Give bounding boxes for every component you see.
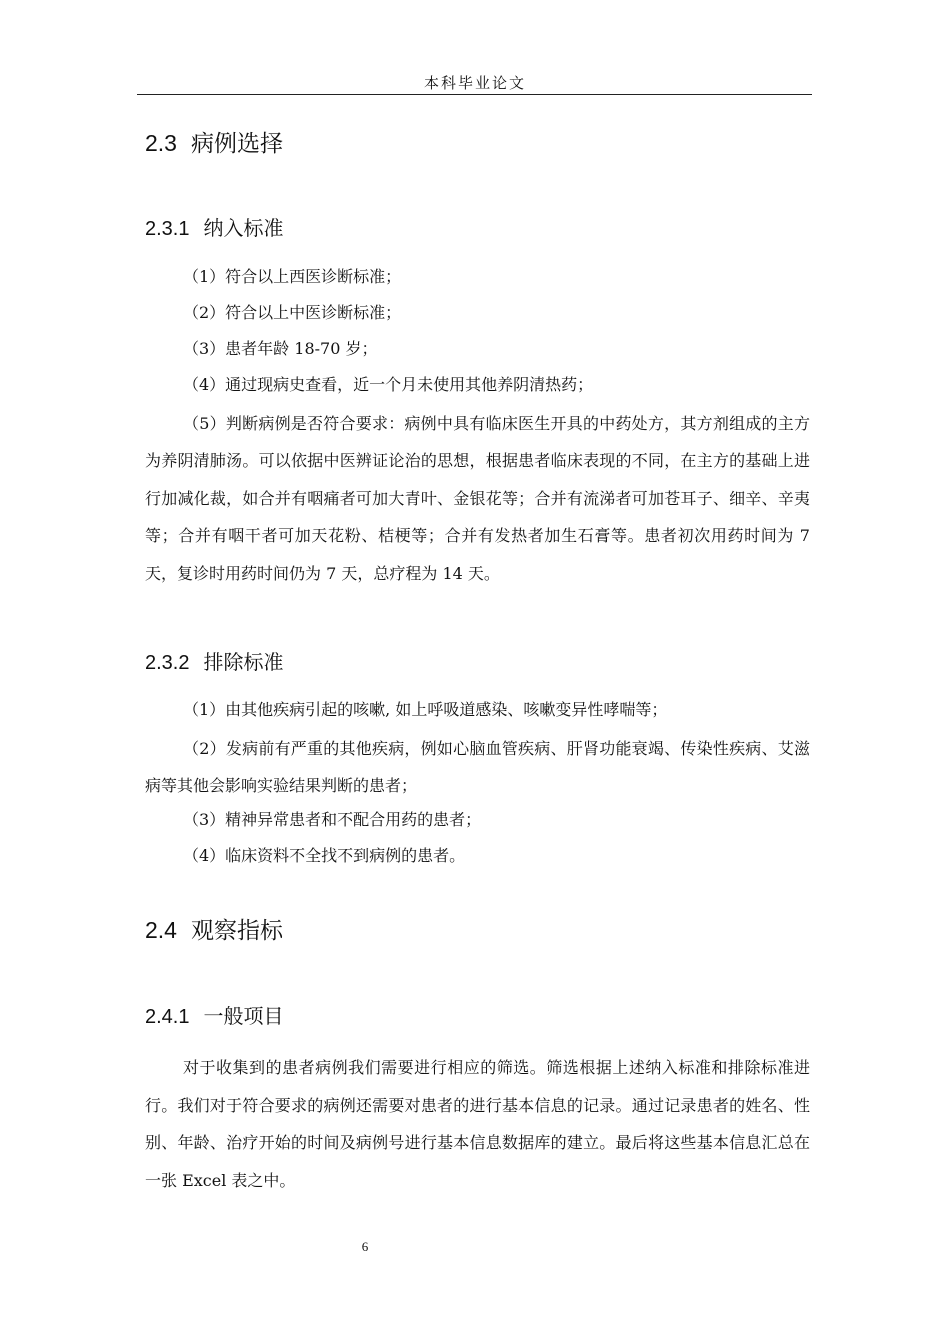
general-items-paragraph: 对于收集到的患者病例我们需要进行相应的筛选。筛选根据上述纳入标准和排除标准进行。我们对于符合要求的病例还需要对患者的进行基本信息的记录。通过记录患者的姓名、性别、年龄、治疗开始的时间及病例号进行基本信息数据库的建立。最后将这些基本信息汇总在一张 Excel 表之中。	[145, 1058, 810, 1190]
header-rule	[137, 94, 812, 95]
inclusion-item-5: （5）判断病例是否符合要求：病例中具有临床医生开具的中药处方，其方剂组成的主方为养阴清肺汤。可以依据中医辨证论治的思想，根据患者临床表现的不同，在主方的基础上进行加减化裁，如合并有咽痛者可加大青叶、金银花等；合并有流涕者可加苍耳子、细辛、辛夷等；合并有咽干者可加天花粉、桔梗等；合并有发热者加生石膏等。患者初次用药时间为 7 天，复诊时用药时间仍为 7 天，总疗程为 14 天。	[145, 414, 810, 583]
exclusion-item-2: （2）发病前有严重的其他疾病，例如心脑血管疾病、肝肾功能衰竭、传染性疾病、艾滋病等其他会影响实验结果判断的患者；	[145, 739, 810, 795]
exclusion-item-3: （3）精神异常患者和不配合用药的患者；	[183, 810, 482, 829]
heading-number: 2.4	[145, 917, 177, 943]
heading-title: 病例选择	[190, 131, 283, 157]
running-header: 本科毕业论文	[423, 74, 526, 92]
inclusion-item-4: （4）通过现病史查看，近一个月未使用其他养阴清热药；	[183, 375, 594, 394]
heading-title: 一般项目	[203, 1004, 284, 1028]
page-number: 6	[361, 1239, 369, 1254]
heading-title: 排除标准	[203, 650, 284, 674]
heading-2-3-2	[145, 646, 283, 675]
heading-number: 2.3	[145, 130, 177, 156]
heading-number: 2.4.1	[145, 1006, 190, 1028]
inclusion-item-1: （1）符合以上西医诊断标准；	[183, 267, 402, 286]
heading-2-3	[145, 125, 283, 158]
heading-title: 纳入标准	[203, 216, 284, 240]
heading-2-3-1	[145, 212, 283, 241]
heading-2-4-1	[145, 1000, 283, 1029]
heading-2-4	[145, 912, 283, 945]
exclusion-item-1: （1）由其他疾病引起的咳嗽, 如上呼吸道感染、咳嗽变异性哮喘等；	[183, 700, 668, 719]
heading-title: 观察指标	[190, 918, 283, 944]
inclusion-item-2: （2）符合以上中医诊断标准；	[183, 303, 402, 322]
exclusion-item-4: （4）临床资料不全找不到病例的患者。	[183, 846, 466, 865]
heading-number: 2.3.1	[145, 218, 190, 240]
heading-number: 2.3.2	[145, 652, 190, 674]
inclusion-item-3: （3）患者年龄 18-70 岁；	[183, 339, 378, 358]
